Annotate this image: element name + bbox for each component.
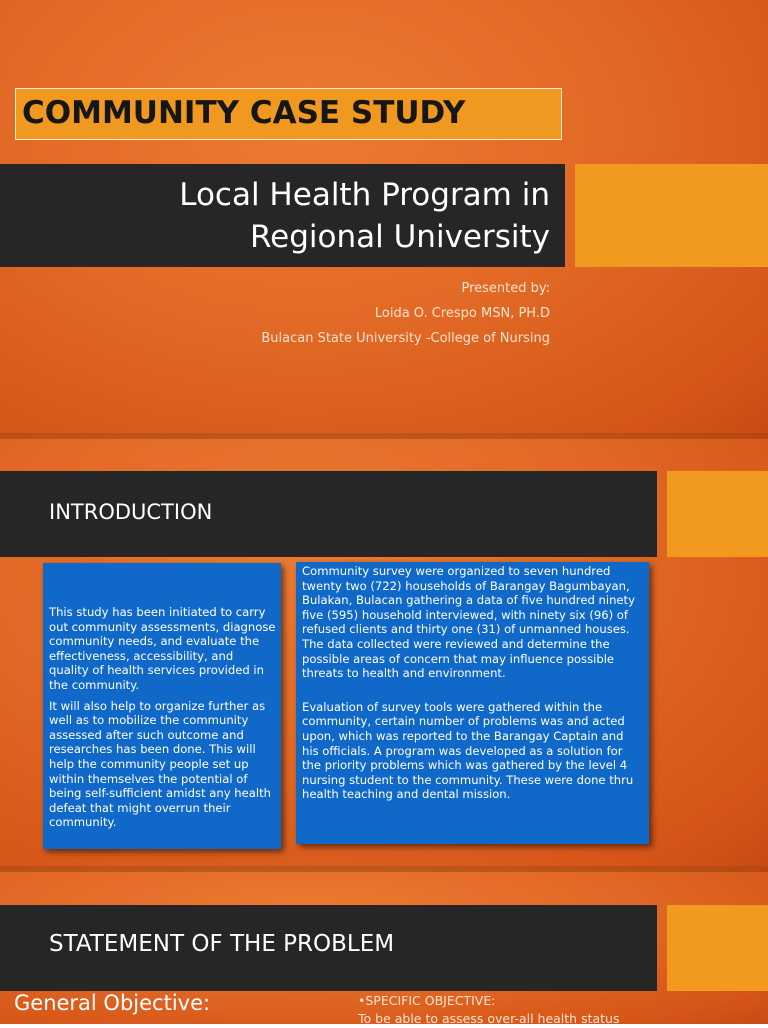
accent-block [575, 164, 768, 267]
intro-right-textbox [296, 562, 649, 844]
subtitle-line-2: Regional University [250, 219, 550, 255]
slide-divider [0, 866, 768, 872]
specific-objective-text: To be able to assess over-all health status [358, 1011, 620, 1026]
intro-left-paragraph-2: It will also help to organize further as well as to mobilize the community assessed after such outcome and researches has been done. This will help the community people set up within themselves the potential of being self-sufficient amidst any health defeat that might overrun their community. [49, 698, 271, 830]
slide-divider [0, 433, 768, 439]
heading-band [0, 905, 657, 991]
subtitle-band [0, 164, 565, 267]
title-box [15, 88, 562, 140]
accent-block [667, 905, 768, 991]
intro-right-paragraph-2: Evaluation of survey tools were gathered within the community, certain number of problems was and acted upon, which was reported to the Barangay Captain and his officials. A program was developed as a solution for the priority problems which was gathered by the level 4 nursing student to the community. These were done thru health teaching and dental mission. [302, 699, 634, 802]
presented-by-label: Presented by: [461, 281, 550, 296]
subtitle [179, 174, 550, 258]
title-slide [0, 0, 768, 433]
presenter-name: Loida O. Crespo MSN, PH.D [374, 306, 550, 321]
subtitle-line-1: Local Health Program in [179, 177, 550, 213]
specific-objective-label: •SPECIFIC OBJECTIVE: [358, 993, 496, 1008]
heading-band [0, 471, 657, 557]
intro-right-paragraph-1: Community survey were organized to seven hundred twenty two (722) households of Barangay Bagumbayan, Bulakan, Bulacan gathering a data of five hundred ninety five (595) household interviewed, with ninety six (96) of refused clients and thirty one (31) of unmanned houses. The data collected were reviewed and determine the possible areas of concern that may influence possible threats to health and environment. [302, 564, 635, 681]
slide-title: COMMUNITY CASE STUDY [22, 95, 466, 131]
slide-heading: INTRODUCTION [49, 500, 213, 524]
general-objective-label: General Objective: [14, 991, 211, 1015]
intro-left-textbox [43, 563, 281, 849]
specific-objective [358, 992, 619, 1028]
presenter-affiliation: Bulacan State University -College of Nursing [261, 331, 550, 346]
intro-left-paragraph-1: This study has been initiated to carry out community assessments, diagnose community needs, and evaluate the effectiveness, accessibility, and quality of health services provided in the community. [49, 605, 276, 692]
accent-block [667, 471, 768, 557]
slide-heading: STATEMENT OF THE PROBLEM [49, 931, 395, 957]
presenter-info [261, 276, 550, 351]
